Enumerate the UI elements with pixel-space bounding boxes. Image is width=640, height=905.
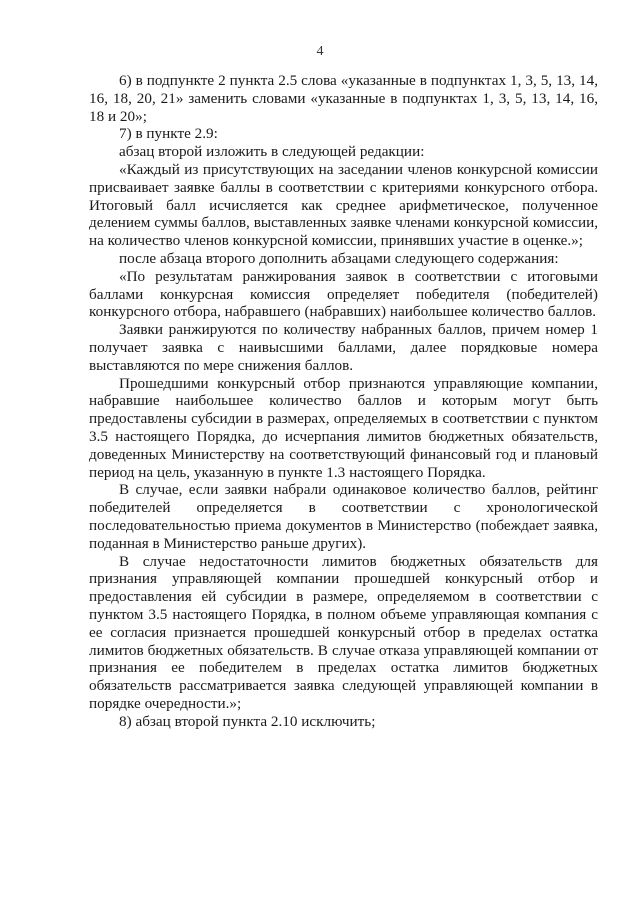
paragraph-item-7: 7) в пункте 2.9:	[119, 125, 218, 143]
paragraph-item-6: 6) в подпункте 2 пункта 2.5 слова «указанные в подпунктах 1, 3, 5, 13, 14, 16, 18, 20, 21» заменить словами «указанные в подпунктах 1, 3, 5, 13, 14, 16, 18 и 20»;	[89, 72, 598, 125]
paragraph-quoted-scoring: «Каждый из присутствующих на заседании членов конкурсной комиссии присваивает заявке баллы в соответствии с критериями конкурсного отбора. Итоговый балл исчисляется как среднее арифметическое, полученное делением суммы баллов, выставленных заявке членами конкурсной комиссии, на количество членов конкурсной комиссии, принявших участие в оценке.»;	[89, 160, 598, 250]
paragraph-ranking-result: «По результатам ранжирования заявок в соответствии с итоговыми баллами конкурсная комиссия определяет победителя (победителей) конкурсного отбора, набравшего (набравших) наибольшее количество баллов.	[89, 267, 598, 321]
paragraph-second-abzac-edit: абзац второй изложить в следующей редакции:	[119, 143, 425, 161]
paragraph-item-8: 8) абзац второй пункта 2.10 исключить;	[119, 712, 376, 730]
document-body	[89, 72, 598, 730]
paragraph-ranking-order: Заявки ранжируются по количеству набранных баллов, причем номер 1 получает заявка с наивысшими баллами, далее порядковые номера выставляются по мере снижения баллов.	[89, 321, 598, 374]
paragraph-add-abzacs: после абзаца второго дополнить абзацами следующего содержания:	[119, 249, 559, 267]
paragraph-insufficient-limits: В случае недостаточности лимитов бюджетных обязательств для признания управляющей компании прошедшей конкурсный отбор и предоставления ей субсидии в размере, определяемом в соответствии с пунктом 3.5 настоящего Порядка, в полном объеме управляющая компания с ее согласия признается прошедшей конкурсный отбор в пределах остатка лимитов бюджетных обязательств. В случае отказа управляющей компании от признания ее победителем в пределах остатка лимитов бюджетных обязательств рассматривается заявка следующей управляющей компании в порядке очередности.»;	[89, 552, 598, 712]
paragraph-winners: Прошедшими конкурсный отбор признаются управляющие компании, набравшие наибольшее количество баллов и которым могут быть предоставлены субсидии в размерах, определяемых в соответствии с пунктом 3.5 настоящего Порядка, до исчерпания лимитов бюджетных обязательств, доведенных Министерству на соответствующий финансовый год и плановый период на цель, указанную в пункте 1.3 настоящего Порядка.	[89, 374, 598, 481]
paragraph-equal-score: В случае, если заявки набрали одинаковое количество баллов, рейтинг победителей определяется в соответствии с хронологической последовательностью приема документов в Министерство (побеждает заявка, поданная в Министерство раньше других).	[89, 481, 598, 552]
page-number: 4	[316, 44, 324, 59]
